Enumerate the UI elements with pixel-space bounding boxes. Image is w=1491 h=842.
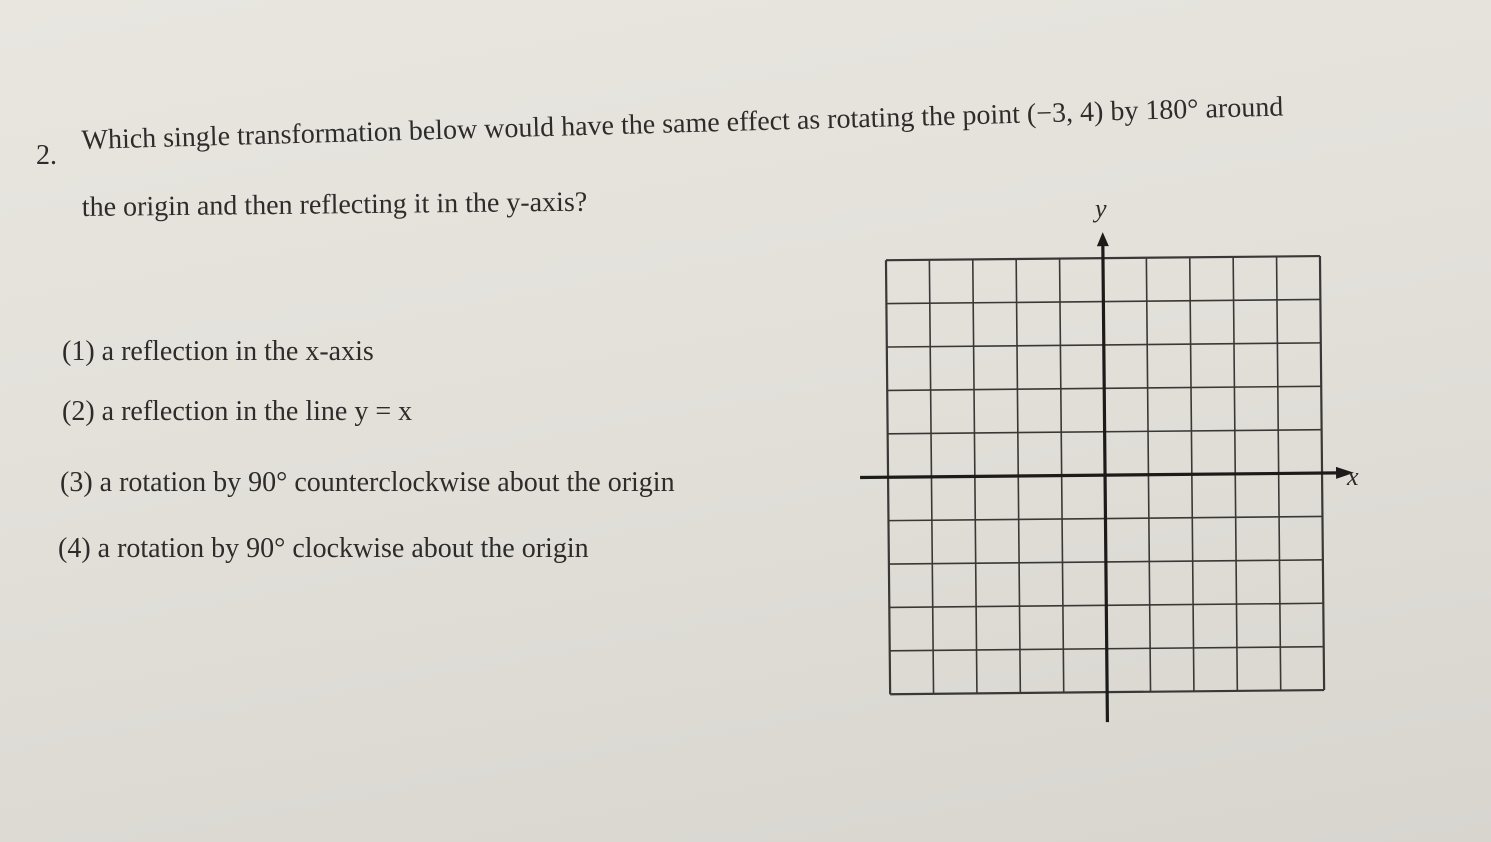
answer-choice-4[interactable]: (4) a rotation by 90° clockwise about the origin xyxy=(58,533,589,564)
y-axis-line xyxy=(1103,244,1108,722)
x-axis-label: x xyxy=(1347,462,1359,491)
coordinate-grid xyxy=(850,190,1390,750)
question-text-line-2: the origin and then reflecting it in the y-axis? xyxy=(81,186,588,224)
y-axis-label: y xyxy=(1095,194,1107,223)
y-axis-arrowhead xyxy=(1097,232,1109,246)
answer-choice-1[interactable]: (1) a reflection in the x-axis xyxy=(62,336,374,367)
question-text-line-1: Which single transformation below would have the same effect as rotating the point (−3, 4) by 180° around xyxy=(81,91,1284,157)
answer-choice-3[interactable]: (3) a rotation by 90° counterclockwise about the origin xyxy=(60,467,675,498)
coordinate-grid-svg xyxy=(847,187,1392,752)
answer-choice-2[interactable]: (2) a reflection in the line y = x xyxy=(62,396,413,427)
question-number: 2. xyxy=(36,140,57,171)
